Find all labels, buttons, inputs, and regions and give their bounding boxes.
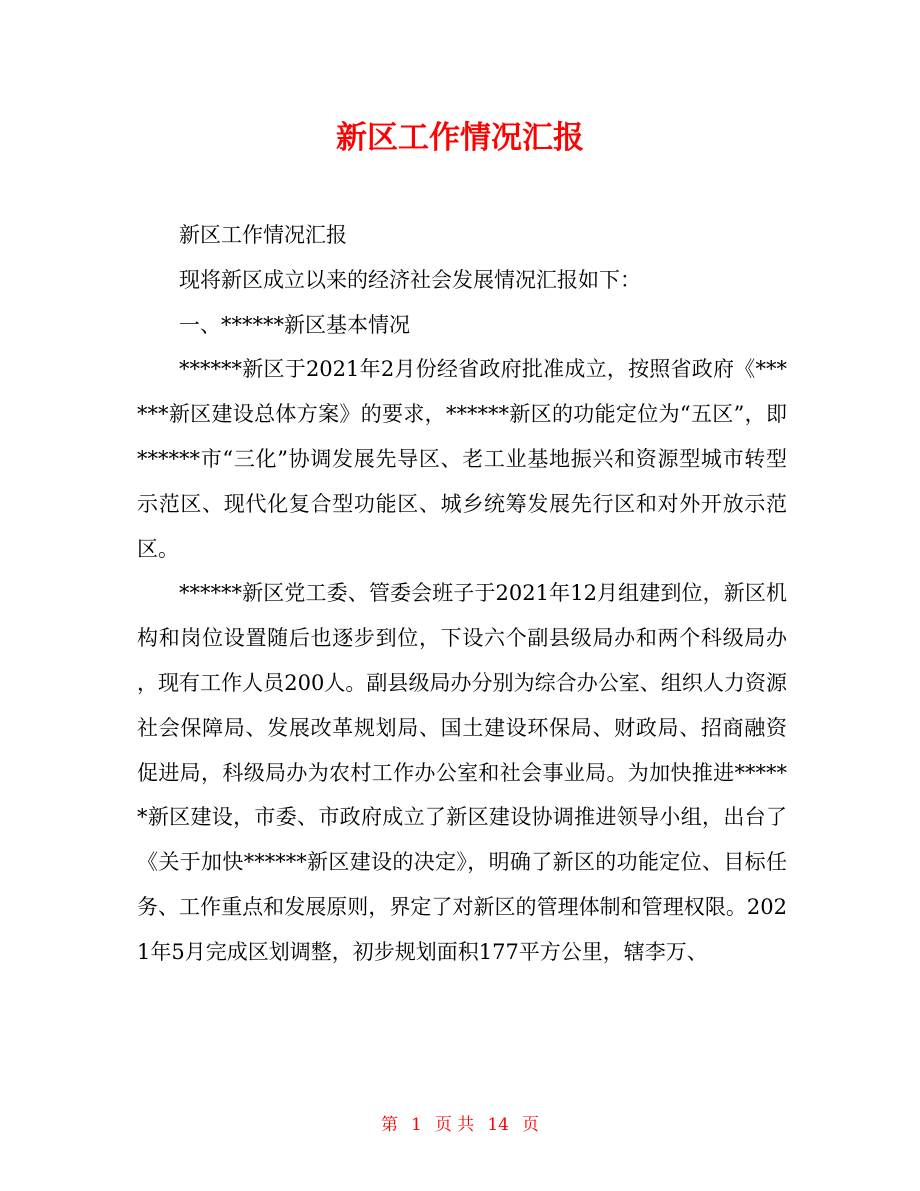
section-heading: 一、******新区基本情况	[179, 312, 410, 337]
page-footer	[0, 1110, 920, 1140]
footer-mid: 页 共	[434, 1115, 475, 1135]
paragraph-overview: ******新区于2021年2月份经省政府批准成立，按照省政府《******新区建设总体方案》的要求，******新区的功能定位为“五区”，即******市“三化”协调发展先导区、老工业基地振兴和资源型城市转型示范区、现代化复合型功能区、城乡统筹发展先行区和对外开放示范区。	[137, 357, 787, 561]
footer-suffix: 页	[522, 1115, 540, 1135]
footer-total-pages: 14	[487, 1115, 509, 1135]
footer-current-page: 1	[411, 1115, 422, 1135]
page-title: 新区工作情况汇报	[336, 120, 584, 156]
footer-prefix: 第	[380, 1115, 398, 1135]
document-body	[137, 213, 787, 975]
paragraph-intro: 现将新区成立以来的经济社会发展情况汇报如下：	[179, 267, 641, 292]
paragraph-heading: 新区工作情况汇报	[179, 223, 347, 247]
paragraph-organization: ******新区党工委、管委会班子于2021年12月组建到位，新区机构和岗位设置随后也逐步到位，下设六个副县级局办和两个科级局办，现有工作人员200人。副县级局办分别为综合办公室、组织人力资源社会保障局、发展改革规划局、国土建设环保局、财政局、招商融资促进局，科级局办为农村工作办公室和社会事业局。为加快推进******新区建设，市委、市政府成立了新区建设协调推进领导小组，出台了《关于加快******新区建设的决定》，明确了新区的功能定位、目标任务、工作重点和发展原则，界定了对新区的管理体制和管理权限。2021年5月完成区划调整，初步规划面积177平方公里，辖李万、	[137, 581, 787, 964]
